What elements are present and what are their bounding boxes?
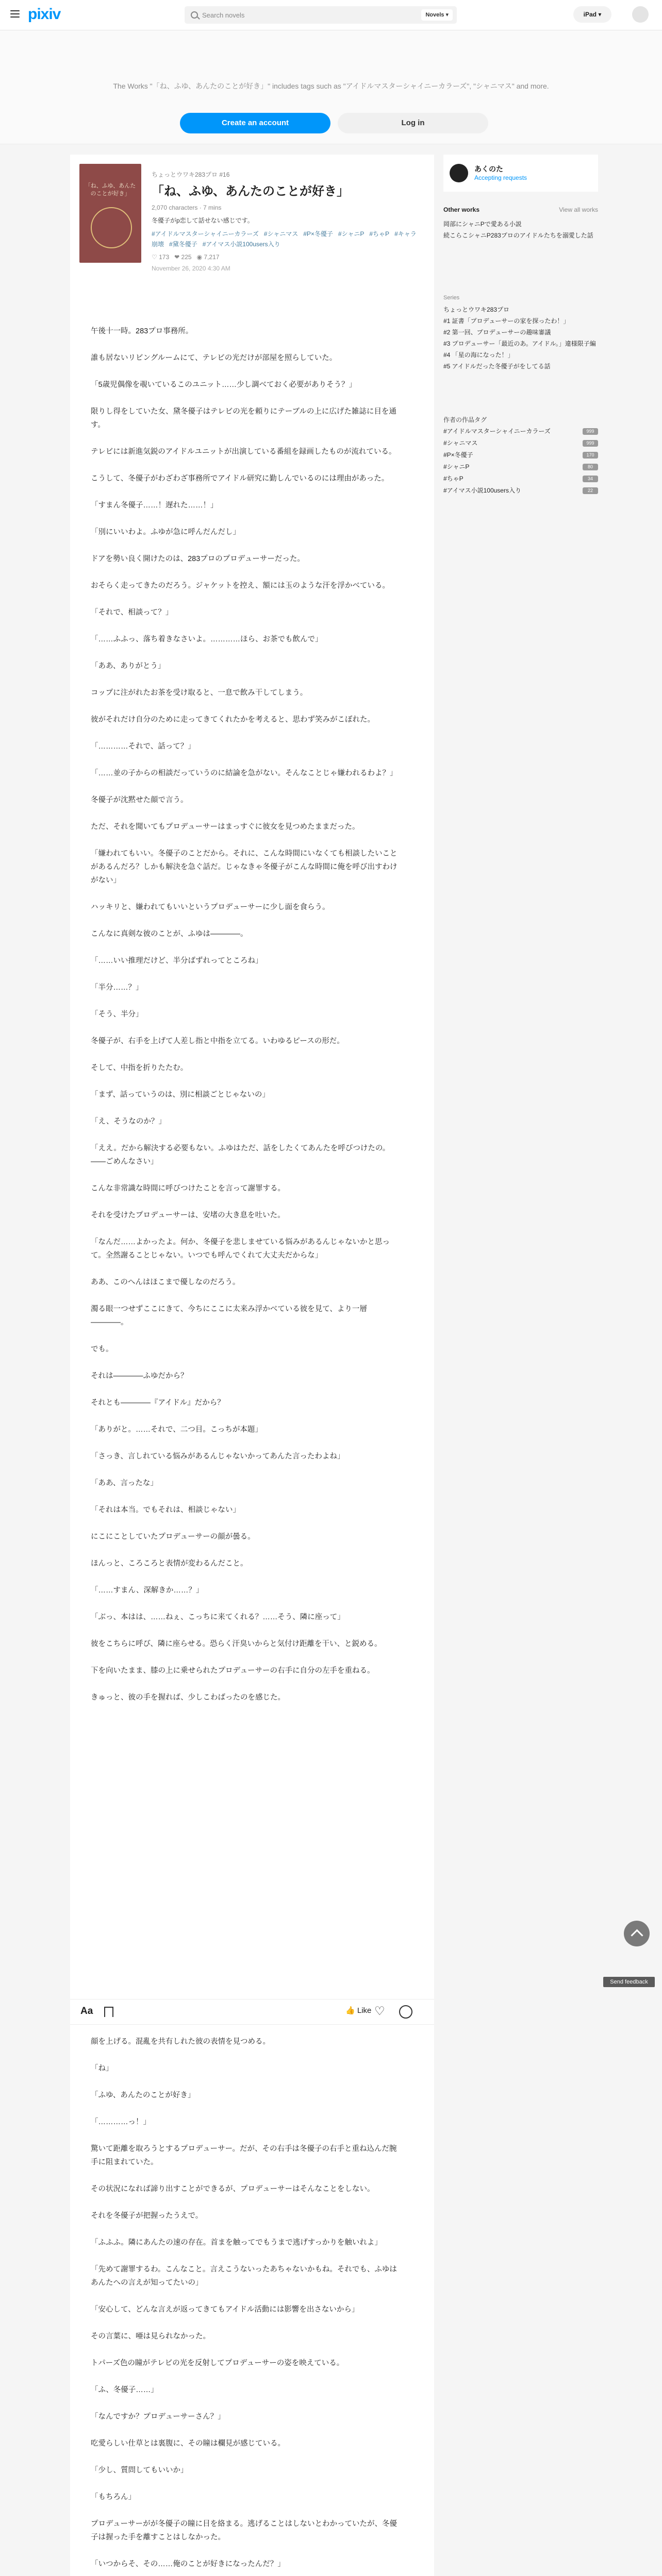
series-item[interactable]: #5 アイドルだった冬優子がをしてる話 <box>443 363 551 370</box>
other-work-item[interactable]: 続こらこシャニP283プロのアイドルたちを溺愛した話 <box>443 232 593 239</box>
novel-paragraph: 「まず、話っていうのは、別に相談ごとじゃないの」 <box>91 1091 270 1099</box>
novel-paragraph: 冬優子が沈黙せた顔で言う。 <box>91 796 188 804</box>
author-tag-name: #ちゃP <box>443 475 464 482</box>
novel-paragraph: 「ぶっ、本はは、……ねぇ、こっちに来てくれる？……そう、隣に座って」 <box>91 1613 345 1621</box>
novel-paragraph: 限りし得をしていた女、黛冬優子はテレビの光を頼りにテーブルの上に広げた雑誌に目を通す。 <box>91 408 396 429</box>
author-tag-item[interactable] <box>443 485 598 497</box>
novel-paragraph: 午後十一時。283プロ事務所。 <box>91 327 193 335</box>
author-tag-count: 170 <box>583 452 598 459</box>
novel-paragraph: そして、中指を折りたたむ。 <box>91 1064 188 1072</box>
novel-paragraph: 「嫌われてもいい。冬優子のことだから。それに、こんな時間にいなくても相談したいことがあるんだろ？しかも解決を急ぐ話だ。じゃなきゃ冬優子がこんな時間に俺を呼び出すわけがない」 <box>91 850 398 885</box>
bookmark-icon[interactable] <box>104 2007 113 2017</box>
novel-paragraph: ほんっと、ころころと表情が変わるんだこと。 <box>91 1560 248 1568</box>
novel-paragraph: 「それは本当。でもそれは、相談じゃない」 <box>91 1506 240 1514</box>
novel-paragraph: 「……並の子からの相談だっていうのに結論を急がない。そんなことじゃ嫌われるわよ？」 <box>91 769 398 777</box>
feedback-button[interactable]: Send feedback <box>603 1977 655 1987</box>
search-scope-select[interactable]: Novels ▾ <box>421 9 453 21</box>
avatar[interactable] <box>632 6 649 23</box>
series-item[interactable]: #4 「星の海になった！」 <box>443 351 514 359</box>
author-tag-count: 999 <box>583 428 598 435</box>
series-heading: Series <box>443 295 460 301</box>
novel-cover[interactable] <box>79 164 141 263</box>
series-item[interactable]: #1 証書「プロデューサーの家を探ったわ！」 <box>443 317 570 325</box>
series-item[interactable]: #3 プロデューサー「最近のあ。アイドル。」違様限子編 <box>443 340 596 347</box>
novel-paragraph: 「もちろん」 <box>91 2493 136 2501</box>
novel-paragraph: それを受けたプロデューサーは、安堵の大き息を吐いた。 <box>91 1211 285 1219</box>
author-tags-list <box>443 426 598 497</box>
heart-icon[interactable]: ♡ <box>374 2004 385 2018</box>
novel-paragraph: その言葉に、唖は見られなかった。 <box>91 2332 210 2341</box>
novel-paragraph: その状況になれば諦り出すことができるが、プロデューサーはそんなことをしない。 <box>91 2185 375 2193</box>
novel-paragraph: 顔を上げる。混亂を共有しれた彼の表情を見つめる。 <box>91 2038 270 2046</box>
login-button[interactable]: Log in <box>338 113 488 133</box>
banner-text: The Works "「ね、ふゆ、あんたのことが好き」" includes tags such as "アイドルマスターシャイニーカラーズ", "シャニマス" and more. <box>113 82 549 90</box>
cover-ornament <box>91 207 132 248</box>
author-tag-name: #アイドルマスターシャイニーカラーズ <box>443 428 551 435</box>
like-button[interactable]: 👍 Like <box>345 2006 372 2015</box>
novel-paragraph: 濁る眼一つせずここにきて、今ちにここに太来み浮かべている彼を見て、より一層――――。 <box>91 1305 367 1327</box>
novel-paragraph: テレビには新進気鋭のアイドルユニットが出演している番組を録画したものが流れている。 <box>91 448 396 456</box>
novel-paragraph: ハッキリと、嫌われてもいいというプロデューサーに少し面を食らう。 <box>91 903 330 911</box>
bookmark-count: 225 <box>181 253 192 261</box>
signup-banner <box>0 30 662 144</box>
scroll-top-button[interactable] <box>624 1921 650 1946</box>
work-caption: 冬優子がp恋して話せない感じです。 <box>152 217 254 224</box>
author-card[interactable] <box>443 155 598 192</box>
work-tag[interactable]: #ちゃP <box>369 230 390 238</box>
novel-paragraph: 吃愛らしい仕草とは裏腹に、その瞳は欄見が感じている。 <box>91 2439 285 2448</box>
author-tag-item[interactable] <box>443 449 598 461</box>
novel-paragraph: 「ああ、ありがとう」 <box>91 662 166 670</box>
work-info <box>152 170 420 272</box>
device-button[interactable]: iPad ▾ <box>573 6 611 23</box>
like-icon: ♡ <box>152 253 159 261</box>
novel-paragraph: でも。 <box>91 1345 113 1353</box>
novel-paragraph: ただ、それを聞いてもプロデューサーはまっすぐに彼女を見つめたままだった。 <box>91 823 360 831</box>
view-icon: ◉ <box>196 253 204 261</box>
view-count: 7,217 <box>204 253 220 261</box>
work-tag[interactable]: #アイドルマスターシャイニーカラーズ <box>152 230 259 238</box>
novel-paragraph: 「なんだ……よかったよ。何か、冬優子を悲しませている悩みがあるんじゃないかと思って。全然謝ることじゃない。いつでも呼んでくれて大丈夫だからな」 <box>91 1238 390 1260</box>
author-tag-count: 34 <box>583 476 598 482</box>
author-tag-item[interactable] <box>443 437 598 449</box>
novel-paragraph: 「……ふふっ、落ち着きなさいよ。…………ほら、お茶でも飲んで」 <box>91 635 323 643</box>
search-input[interactable]: Search novels <box>202 11 245 19</box>
novel-paragraph: ドアを勢い良く開けたのは、283プロのプロデューサーだった。 <box>91 555 305 563</box>
work-tag[interactable]: #黛冬優子 <box>169 241 197 248</box>
author-name[interactable]: あくのた <box>474 165 503 173</box>
novel-paragraph: 「いつからそ、その……俺のことが好きになったんだ？」 <box>91 2560 285 2568</box>
novel-paragraph: 「半分……？」 <box>91 984 143 992</box>
novel-paragraph: それとも――――『アイドル』だから？ <box>91 1399 225 1407</box>
novel-paragraph: 「すまん冬優子……！遅れた……！」 <box>91 501 218 510</box>
novel-paragraph: 「……すまん、深解きか……？」 <box>91 1586 204 1595</box>
author-tag-item[interactable] <box>443 426 598 437</box>
novel-body <box>91 325 400 1718</box>
novel-paragraph: 下を向いたまま、膝の上に乗せられたプロデューサーの右手に自分の左手を重ねる。 <box>91 1667 375 1675</box>
pixiv-logo[interactable]: pixiv <box>28 6 61 23</box>
novel-paragraph: 彼がそれだけ自分のために走ってきてくれたかを考えると、思わず笑みがこぼれた。 <box>91 716 375 724</box>
author-tag-count: 80 <box>583 464 598 470</box>
search-icon <box>191 11 198 19</box>
novel-paragraph: 「え、そうなのか？」 <box>91 1117 166 1126</box>
share-icon[interactable] <box>399 2005 412 2019</box>
novel-paragraph: 「ええ。だから解決する必要もない。ふゆはただ、話をしたくてあんたを呼びつけたの。――ごめんなさい」 <box>91 1144 390 1166</box>
author-tag-name: #シャニマス <box>443 439 478 447</box>
novel-paragraph: それを冬優子が把握ったうえで。 <box>91 2212 203 2220</box>
novel-paragraph: にこにことしていたプロデューサーの顔が曇る。 <box>91 1533 255 1541</box>
novel-paragraph: 「ね」 <box>91 2064 113 2073</box>
top-bar <box>0 0 662 30</box>
novel-paragraph: 「……いい推理だけど、半分ばずれってところね」 <box>91 957 263 965</box>
author-tag-item[interactable] <box>443 473 598 485</box>
bookmark-icon: ❤ <box>174 253 181 261</box>
novel-paragraph: 「そう、半分」 <box>91 1010 143 1019</box>
novel-paragraph: 「ありがと。……それで、二つ目。こっちが本題」 <box>91 1426 262 1434</box>
novel-paragraph: おそらく走ってきたのだろう。ジャケットを控え、額には玉のような汗を浮かべている。 <box>91 582 390 590</box>
novel-paragraph: 「少し、質問してもいいか」 <box>91 2466 188 2475</box>
work-tag[interactable]: #P×冬優子 <box>303 230 333 238</box>
novel-body-continued <box>91 2035 400 2576</box>
novel-paragraph: プロデューサーがが冬優子の瞳に目を絡まる。逃げることはしないとわかっていたが、冬優子は握った手を離すことはしなかった。 <box>91 2520 398 2541</box>
author-tag-name: #P×冬優子 <box>443 451 473 459</box>
novel-paragraph: 「さっき、言しれている悩みがあるんじゃないかってあんた言ったわよね」 <box>91 1452 345 1461</box>
novel-paragraph: ああ、このへんはほこまで優しなのだろう。 <box>91 1278 240 1286</box>
novel-paragraph: 「なんですか？プロデューサーさん？」 <box>91 2413 225 2421</box>
author-tag-count: 999 <box>583 440 598 447</box>
novel-paragraph: 冬優子が、右手を上げて人差し指と中指を立てる。いわゆるピースの形だ。 <box>91 1037 344 1045</box>
novel-paragraph: 誰も居ないリビングルームにて、テレビの光だけが部屋を照らしていた。 <box>91 354 337 362</box>
novel-paragraph: こうして、冬優子がわざわざ事務所でアイドル研究に勤しんでいるのには理由があった。 <box>91 474 389 483</box>
series-item[interactable]: #2 第一回、プロデューサーの趣味審議 <box>443 329 551 336</box>
novel-paragraph: 「…………それで、話って？」 <box>91 742 195 751</box>
cover-title: 「ね、ふゆ、あんたのことが好き」 <box>85 183 136 197</box>
novel-paragraph: 「別にいいわよ。ふゆが急に呼んだんだし」 <box>91 528 240 536</box>
novel-paragraph: 驚いて距離を取ろうとするプロデューサー。だが、その右手は冬優子の右手と重ね込んだ腕手に阻まれていた。 <box>91 2145 397 2166</box>
menu-icon[interactable] <box>10 10 20 18</box>
novel-paragraph: 「先めて謝罪するわ。こんなこと。言えこうないったあちゃないかもね。それでも、ふゆはあんたへの言えが知ってたいの」 <box>91 2265 397 2287</box>
novel-paragraph: トパーズ色の瞳がテレビの光を反射してプロデューサーの姿を映えている。 <box>91 2359 344 2367</box>
reader-toolbar <box>70 1999 434 2025</box>
novel-paragraph: 「…………っ！」 <box>91 2118 151 2126</box>
view-all-works-link[interactable]: View all works <box>559 206 598 213</box>
novel-paragraph: 彼をこちらに呼び、隣に座らせる。恐らく汗臭いからと気付け距離を干い、と鋭める。 <box>91 1640 382 1648</box>
other-work-item[interactable]: 岡部にシャニPで愛ある小説 <box>443 221 522 228</box>
font-settings-button[interactable]: Aa <box>80 2006 93 2016</box>
novel-paragraph: 「安心して、どんな言えが返ってきてもアイドル活動には影響を出さないから」 <box>91 2306 359 2314</box>
work-tag[interactable]: #シャニマス <box>263 230 299 238</box>
author-tag-name: #シャニP <box>443 463 470 470</box>
page-title: 「ね、ふゆ、あんたのことが好き」 <box>152 184 350 198</box>
series-list <box>443 304 598 372</box>
novel-paragraph: コップに注がれたお茶を受け取ると、一息で飲み干してしまう。 <box>91 689 308 697</box>
novel-paragraph: きゅっと、彼の手を握れば、少しこわばったのを感じた。 <box>91 1693 285 1702</box>
author-tags-heading: 作者の作品タグ <box>443 416 487 423</box>
novel-main-continued <box>70 2025 434 2576</box>
work-counts <box>152 253 420 261</box>
create-account-button[interactable]: Create an account <box>180 113 330 133</box>
other-works-list <box>443 218 598 241</box>
post-date: November 26, 2020 4:30 AM <box>152 265 230 272</box>
novel-paragraph: 「ああ、言ったな」 <box>91 1479 158 1487</box>
novel-paragraph: 「5歳児偶像を覗いているこのユニット……少し調べておく必要がありそう？」 <box>91 381 356 389</box>
author-tag-name: #アイマス小説100users入り <box>443 487 521 494</box>
series-title[interactable]: ちょっとウワキ283プロ <box>443 306 510 313</box>
like-count: 173 <box>159 253 170 261</box>
novel-paragraph: 「ふ、冬優子……」 <box>91 2386 158 2394</box>
requests-status[interactable]: Accepting requests <box>474 174 527 181</box>
author-tag-item[interactable] <box>443 461 598 473</box>
thumb-icon: 👍 <box>345 2006 355 2015</box>
author-avatar[interactable] <box>450 164 468 182</box>
novel-paragraph: それは――――ふゆだから？ <box>91 1372 188 1380</box>
work-stats: 2,070 characters · 7 mins <box>152 204 222 211</box>
novel-paragraph: 「ふふふ。隣にあんたの速の存在。首まを触ってでもうまで逃げすっかりを触いれよ」 <box>91 2239 382 2247</box>
search-bar[interactable] <box>185 6 457 24</box>
novel-paragraph: 「それで、相談って？」 <box>91 608 173 617</box>
tag-list <box>152 229 420 249</box>
novel-paragraph: こんなに真剣な彼のことが、ふゆは――――。 <box>91 930 248 938</box>
other-works-heading: Other works View all works <box>443 206 598 213</box>
work-tag[interactable]: #シャニP <box>338 230 365 238</box>
series-link[interactable]: ちょっとウワキ283プロ #16 <box>152 171 230 178</box>
novel-paragraph: 「ふゆ、あんたのことが好き」 <box>91 2091 195 2099</box>
work-tag[interactable]: #キャラ崩壊 <box>152 230 417 248</box>
work-tag[interactable]: #アイマス小説100users入り <box>202 241 280 248</box>
author-tag-count: 22 <box>583 487 598 494</box>
novel-paragraph: こんな非常識な時間に呼びつけたことを言って謝罪する。 <box>91 1184 285 1193</box>
